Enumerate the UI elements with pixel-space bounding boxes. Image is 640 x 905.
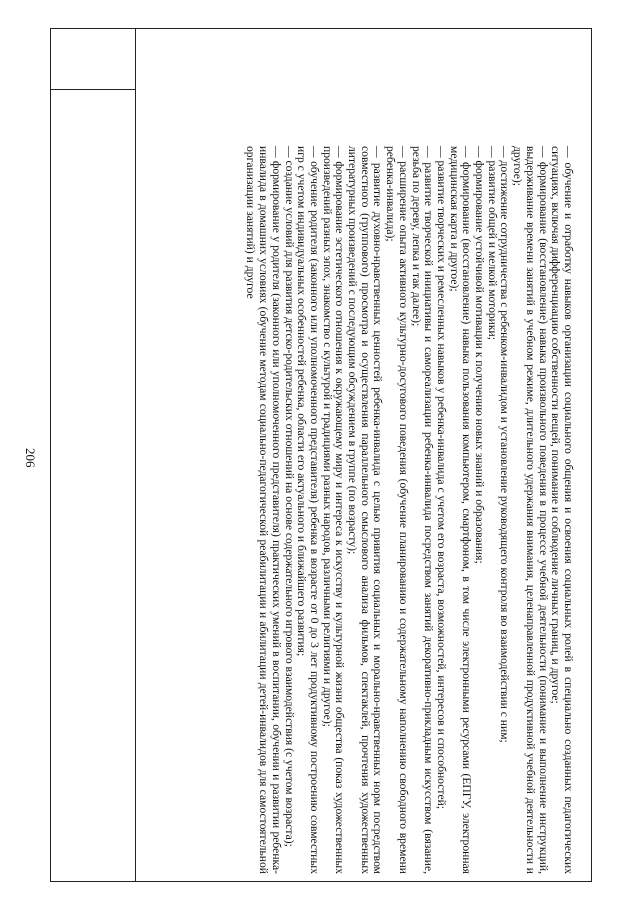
list-item: — расширение опыта активного культурно-досугового поведения (обучение планированию и содержательному наполнению свободного времени ребенка-инвалида); [384, 146, 410, 874]
list-item: — формирование эстетического отношения к окружающему миру и интереса к искусству и культурной жизни общества (показ художественных произведений разных эпох, знакомство с культурой и традициями разных народов, различными религиями и другое); [320, 146, 347, 874]
list-item: — формирование (восстановление) навыка произвольного поведения в процессе учебной деятельности (понимание и выполнение инструкций, выдерживание времени занятий в учебном режиме, длительного удержания внимания, целенаправленной продуктивной учебной деятельности и другое); [511, 146, 550, 874]
list-item: — развитие общей и мелкой моторики; [485, 146, 499, 340]
list-item: — формирование у родителя (законного или уполномоченного представителя) практических умений в воспитании, обучении и развитии ребенка-инвалида в домашних условиях (обучение методам социально-педагогической реабилитации и абилитации детей-инвалидов для самостоятельной организации занятий) и другое [244, 146, 283, 874]
measures-list [80, 146, 574, 874]
list-item: — развитие духовно-нравственных ценностей ребенка-инвалида с целью привития социальных и морально-нравственных норм посредством совместного (группового) просмотра и осуществления параллельного смыслового анализа фильмов, спектаклей, прочтения художественных литературных произведений с последующим обсуждением в группе (по возрасту); [346, 146, 385, 874]
list-item: — развитие творческой инициативы и самореализации ребенка-инвалида посредством занятий декоративно-прикладным искусством (вязание, резьба по дереву, лепка и так далее); [409, 146, 436, 874]
list-item: — развитие творческих и ремесленных навыков у ребенка-инвалида с учетом его возраста, возможностей, интересов и способностей; [434, 146, 448, 810]
list-item: — формирование (восстановление) навыка пользования компьютером, смартфоном, в том числе электронными ресурсами (ЕПГУ, электронная медицинская карта и другое); [447, 146, 474, 874]
list-item: — формирование устойчивой мотивации к получению новых знаний и образования; [473, 146, 487, 564]
list-item: — обучение и отработку навыков организации социального общения и освоения социальных ролей в специально созданных педагогических ситуациях, включая дифференциацию собственности вещей, понимание и соблюдение личных границ, и другое; [549, 146, 575, 874]
list-item: — достижение сотрудничества с ребенком-инвалидом и установление руководящего контроля во взаимодействии с ним; [498, 146, 512, 743]
page-number: 206 [23, 448, 38, 468]
table-row-divider [51, 89, 135, 90]
list-item: — обучение родителя (законного или уполномоченного представителя) ребенка в возрасте от 0 до 3 лет продуктивному построению совместных игр с учетом индивидуальных особенностей ребенка, области его актуального и ближайшего развития; [295, 146, 321, 874]
list-item: — создание условий для развития детско-родительских отношений на основе содержательного игрового взаимодействия (с учетом возраста); [282, 146, 296, 847]
